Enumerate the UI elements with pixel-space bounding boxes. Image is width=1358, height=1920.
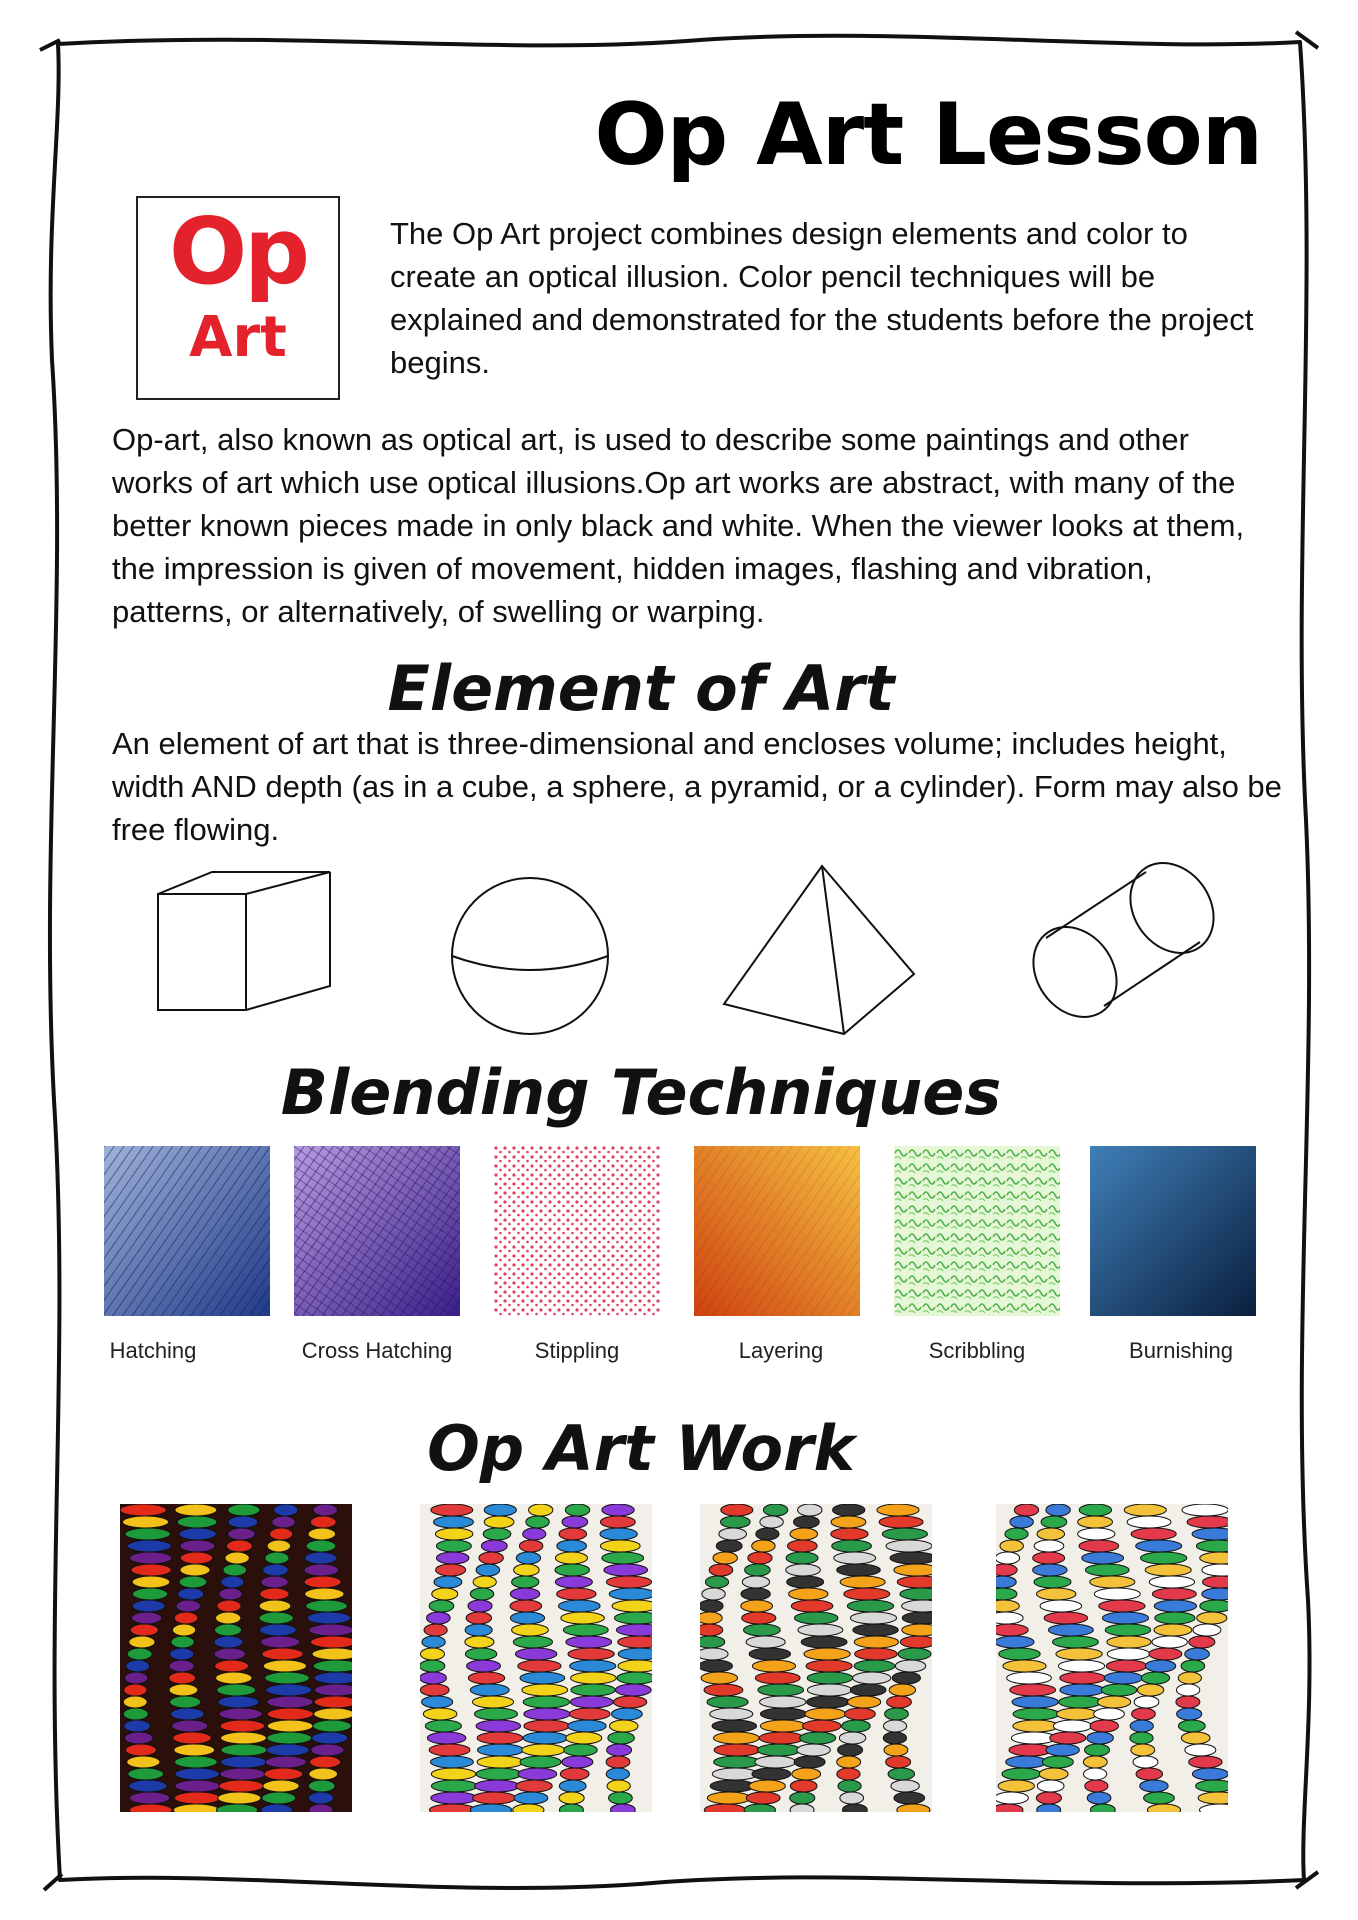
- cylinder-icon: [1016, 860, 1230, 1033]
- page-title: Op Art Lesson: [594, 85, 1262, 185]
- technique-label: Scribbling: [928, 1338, 1026, 1363]
- blending-techniques-heading: Blending Techniques: [280, 1056, 1002, 1129]
- sphere-icon: [452, 878, 608, 1034]
- logo-op-text: Op: [168, 198, 308, 305]
- hatching-swatch: [104, 1146, 270, 1316]
- form-shapes: [0, 860, 1358, 1060]
- technique-label: Stippling: [534, 1338, 620, 1363]
- op-art-work-heading: Op Art Work: [427, 1412, 855, 1485]
- stippling-swatch: [494, 1146, 660, 1316]
- logo-art-text: Art: [189, 305, 287, 370]
- artwork-3: [700, 1504, 932, 1812]
- intro-paragraph: The Op Art project combines design elements and color to create an optical illusion. Color pencil techniques will be explained and demonstrated for the students before the project begins.: [390, 216, 1254, 380]
- technique-label: Cross Hatching: [301, 1338, 453, 1363]
- description-paragraph: Op-art, also known as optical art, is used to describe some paintings and other works of art which use optical illusions.Op art works are abstract, with many of the better known pieces made in only black and white. When the viewer looks at them, the impression is given of movement, hidden images, flashing and vibration, patterns, or alternatively, of swelling or warping.: [112, 422, 1245, 629]
- pyramid-icon: [724, 866, 914, 1034]
- element-of-art-heading: Element of Art: [387, 652, 895, 725]
- scribbling-swatch: [894, 1146, 1060, 1316]
- artwork-2: [420, 1504, 652, 1812]
- layering-swatch: [694, 1146, 860, 1316]
- cube-icon: [158, 872, 330, 1010]
- technique-label: Burnishing: [1129, 1338, 1233, 1363]
- technique-label: Layering: [738, 1338, 824, 1363]
- cross-hatching-swatch: [294, 1146, 460, 1316]
- op-art-logo: [136, 196, 340, 400]
- technique-label: Hatching: [109, 1338, 197, 1363]
- element-of-art-text: An element of art that is three-dimensional and encloses volume; includes height, width AND depth (as in a cube, a sphere, a pyramid, or a cylinder). Form may also be free flowing.: [112, 726, 1282, 847]
- burnishing-swatch: [1090, 1146, 1256, 1316]
- artwork-1: [120, 1504, 352, 1812]
- artwork-4: [996, 1504, 1228, 1812]
